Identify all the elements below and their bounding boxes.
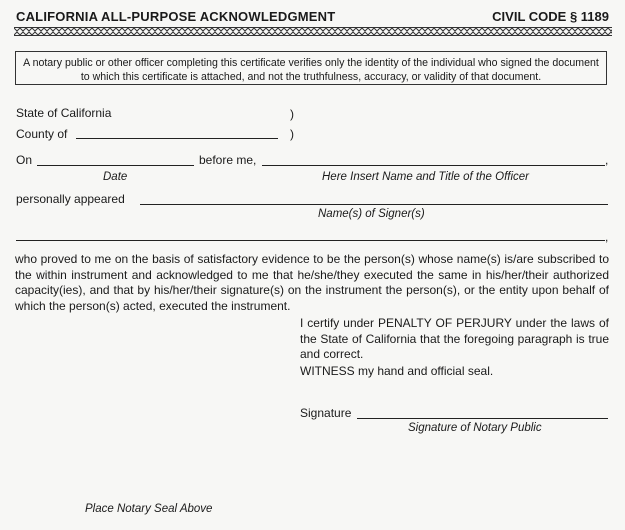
acknowledgment-paragraph: who proved to me on the basis of satisfactory evidence to be the person(s) whose name(s) is/are subscribed to the within instrument and acknowledged to me that he/she/they executed the same in his/her/their authorized capacity(ies), and that by his/her/their signature(s) on the instrument the person(s), or the entity upon behalf of which the person(s) acted, executed the instrument. [15,252,609,313]
date-caption: Date [103,171,128,183]
officer-comma: , [605,153,609,167]
signer-caption: Name(s) of Signer(s) [318,208,425,220]
signer-comma: , [605,230,609,244]
seal-caption: Place Notary Seal Above [85,503,213,515]
witness-statement: WITNESS my hand and official seal. [300,364,494,378]
signature-label: Signature [300,406,352,420]
disclaimer-notice: A notary public or other officer completing this certificate verifies only the identity of the individual who signed the document to which this certificate is attached, and not the truthfulness, accuracy, or validity of that document. [15,51,607,85]
officer-name-field[interactable] [262,165,605,166]
county-label: County of [16,127,68,141]
signature-caption: Signature of Notary Public [408,422,542,434]
venue-paren-2: ) [290,127,294,141]
notary-signature-field[interactable] [357,418,608,419]
form-title: CALIFORNIA ALL-PURPOSE ACKNOWLEDGMENT [16,9,336,24]
signer-name-field-continued[interactable] [16,240,605,241]
venue-paren-1: ) [290,107,294,121]
date-field[interactable] [37,165,194,166]
penalty-certification: I certify under PENALTY OF PERJURY under the laws of the State of California that the foregoing paragraph is true and correct. [300,316,609,361]
decorative-border [14,27,612,36]
officer-caption: Here Insert Name and Title of the Officer [322,171,529,183]
civil-code-reference: CIVIL CODE § 1189 [492,9,609,24]
personally-appeared-label: personally appeared [16,192,125,206]
on-label: On [16,153,33,167]
before-me-label: before me, [199,153,257,167]
county-field[interactable] [76,138,278,139]
state-label: State of California [16,106,112,120]
signer-name-field[interactable] [140,204,608,205]
